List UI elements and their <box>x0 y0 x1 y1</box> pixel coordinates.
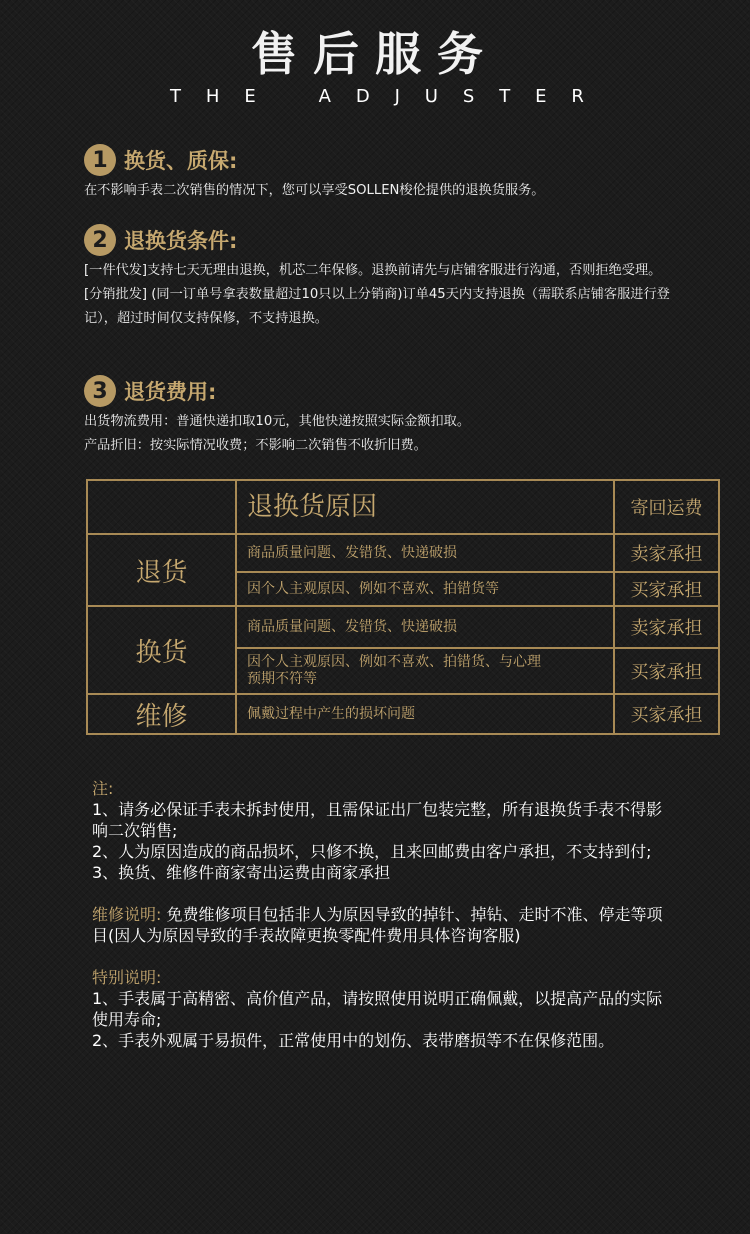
subtitle-letter: E <box>244 86 256 107</box>
subtitle-letter: T <box>499 86 511 107</box>
subtitle-letter: H <box>205 86 220 107</box>
special-item: 2、手表外观属于易损件，正常使用中的划伤、表带磨损等不在保修范围。 <box>92 1031 615 1050</box>
cost-cell: 买家承担 <box>614 648 719 694</box>
subtitle-letter: S <box>462 86 475 107</box>
header-shipping: 寄回运费 <box>614 480 719 534</box>
note-item: 1、请务必保证手表未拆封使用，且需保证出厂包装完整，所有退换货手表不得影响二次销售; <box>92 800 663 840</box>
section-return-fees <box>84 374 684 458</box>
subtitle-letter: R <box>571 86 584 107</box>
cost-cell: 买家承担 <box>614 572 719 606</box>
repair-note <box>92 904 672 946</box>
number-badge: 1 <box>84 144 116 176</box>
reason-cell: 因个人主观原因、例如不喜欢、拍错货等 <box>236 572 614 606</box>
section-body <box>84 259 684 331</box>
notes-block <box>92 778 672 1051</box>
page-title: 售后服务 <box>251 27 499 81</box>
section-heading <box>84 374 684 408</box>
subtitle-letter: J <box>394 86 400 107</box>
cost-cell: 卖家承担 <box>614 534 719 572</box>
note-item: 3、换货、维修件商家寄出运费由商家承担 <box>92 863 391 882</box>
section-heading <box>84 223 684 257</box>
group-label-return: 退货 <box>87 534 236 606</box>
reason-cell: 商品质量问题、发错货、快递破损 <box>236 534 614 572</box>
table-header-row <box>87 480 719 534</box>
header-reason: 退换货原因 <box>236 480 614 534</box>
subtitle-letter: D <box>355 86 370 107</box>
section-body <box>84 179 684 203</box>
group-label-exchange: 换货 <box>87 606 236 694</box>
subtitle-letter: A <box>318 86 331 107</box>
notes-label: 注: <box>92 779 114 798</box>
cost-cell: 买家承担 <box>614 694 719 734</box>
section-heading <box>84 143 684 177</box>
section-text: 出货物流费用：普通快递扣取10元，其他快递按照实际金额扣取。 <box>84 414 471 429</box>
repair-text: 免费维修项目包括非人为原因导致的掉针、掉钻、走时不准、停走等项目(因人为原因导致的手表故障更换零配件费用具体咨询客服) <box>92 905 663 945</box>
table-row <box>87 694 719 734</box>
section-return-conditions <box>84 223 684 331</box>
table-row <box>87 606 719 648</box>
note-item: 2、人为原因造成的商品损坏，只修不换，且来回邮费由客户承担，不支持到付; <box>92 842 652 861</box>
section-text: 产品折旧：按实际情况收费；不影响二次销售不收折旧费。 <box>84 438 427 453</box>
section-text: [一件代发]支持七天无理由退换，机芯二年保修。退换前请先与店铺客服进行沟通，否则拒绝受理。 <box>84 263 662 278</box>
cost-cell: 卖家承担 <box>614 606 719 648</box>
reason-cell: 商品质量问题、发错货、快递破损 <box>236 606 614 648</box>
number-badge: 2 <box>84 224 116 256</box>
group-label-repair: 维修 <box>87 694 236 734</box>
reason-cell: 佩戴过程中产生的损坏问题 <box>236 694 614 734</box>
section-body <box>84 410 684 458</box>
subtitle-letter: U <box>424 86 438 107</box>
section-exchange-warranty <box>84 143 684 203</box>
section-title: 退换货条件: <box>124 229 238 253</box>
subtitle-letter: T <box>170 86 181 107</box>
subtitle-letter: E <box>535 86 547 107</box>
reason-cell: 因个人主观原因、例如不喜欢、拍错货、与心理预期不符等 <box>236 648 614 694</box>
page-subtitle <box>170 86 584 107</box>
section-title: 换货、质保: <box>124 149 238 173</box>
return-policy-table <box>86 479 720 735</box>
special-item: 1、手表属于高精密、高价值产品，请按照使用说明正确佩戴，以提高产品的实际使用寿命; <box>92 989 663 1029</box>
repair-label: 维修说明: <box>92 905 162 924</box>
section-text: [分销批发] (同一订单号拿表数量超过10只以上分销商)订单45天内支持退换（需联系店铺客服进行登记），超过时间仅支持保修，不支持退换。 <box>84 287 670 326</box>
table-row <box>87 534 719 572</box>
table-corner-cell <box>87 480 236 534</box>
special-label: 特别说明: <box>92 968 162 987</box>
section-text: 在不影响手表二次销售的情况下，您可以享受SOLLEN梭伦提供的退换货服务。 <box>84 183 545 198</box>
section-title: 退货费用: <box>124 380 217 404</box>
number-badge: 3 <box>84 375 116 407</box>
